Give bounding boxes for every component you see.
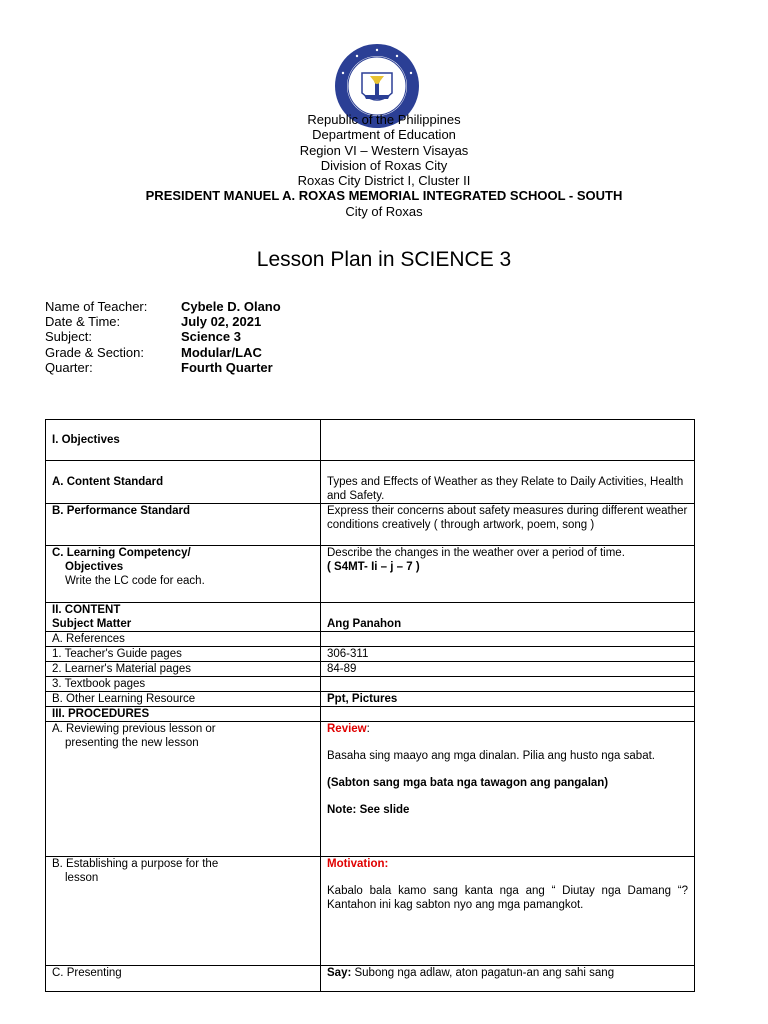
grade-value: Modular/LAC	[181, 344, 262, 360]
lesson-plan-table	[45, 419, 695, 992]
header-district: Roxas City District I, Cluster II	[297, 173, 471, 189]
teacher-info	[45, 299, 281, 375]
lc-code: ( S4MT- Ii – j – 7 )	[327, 561, 420, 573]
header-region: Region VI – Western Visayas	[299, 142, 469, 158]
quarter-label: Quarter:	[45, 359, 93, 375]
review-content	[321, 722, 695, 857]
content-header: II. CONTENT	[52, 604, 121, 616]
purpose-label-line1: B. Establishing a purpose for the	[52, 858, 219, 870]
learning-competency-label	[46, 546, 321, 603]
teachers-guide-value: 306-311	[321, 647, 695, 662]
date-label: Date & Time:	[45, 314, 121, 330]
date-value: July 02, 2021	[181, 314, 262, 330]
learners-material-value: 84-89	[321, 662, 695, 677]
procedures-empty	[321, 707, 695, 722]
textbook-label: 3. Textbook pages	[46, 677, 321, 692]
content-label	[46, 603, 321, 632]
subject-label: Subject:	[45, 329, 92, 345]
header-block	[0, 112, 768, 219]
review-label-line2: presenting the new lesson	[65, 737, 199, 749]
textbook-value	[321, 677, 695, 692]
presenting-content	[321, 966, 695, 992]
learners-material-label: 2. Learner's Material pages	[46, 662, 321, 677]
subject-value: Science 3	[181, 329, 241, 345]
teacher-value: Cybele D. Olano	[181, 299, 281, 314]
teachers-guide-label: 1. Teacher's Guide pages	[46, 647, 321, 662]
header-division: Division of Roxas City	[320, 157, 448, 173]
review-colon: :	[366, 723, 370, 735]
motivation-heading: Motivation:	[327, 858, 389, 870]
review-text: Basaha sing maayo ang mga dinalan. Pilia ang husto nga sabat.	[327, 750, 655, 762]
header-republic: Republic of the Philippines	[307, 112, 461, 127]
review-label-line1: A. Reviewing previous lesson or	[52, 723, 216, 735]
objectives-empty-cell	[321, 420, 695, 461]
performance-standard-value: Express their concerns about safety measures during different weather conditions creatively ( through artwork, poem, song )	[321, 504, 695, 546]
quarter-value: Fourth Quarter	[181, 359, 273, 375]
subject-matter-label: Subject Matter	[52, 618, 132, 630]
purpose-label-line2: lesson	[65, 872, 99, 884]
review-note: (Sabton sang mga bata nga tawagon ang pangalan)	[327, 777, 609, 789]
subject-matter-value: Ang Panahon	[321, 603, 695, 632]
say-label: Say:	[327, 967, 352, 979]
lc-line3: Write the LC code for each.	[65, 575, 205, 587]
motivation-text: Kabalo bala kamo sang kanta nga ang “ Diutay nga Damang “? Kantahon ini kag sabton nyo ang mga pamangkot.	[327, 885, 688, 911]
references-label: A. References	[46, 632, 321, 647]
review-label	[46, 722, 321, 857]
header-city: City of Roxas	[345, 203, 423, 219]
page-title: Lesson Plan in SCIENCE 3	[256, 248, 512, 271]
purpose-label	[46, 857, 321, 966]
teacher-label: Name of Teacher:	[45, 299, 148, 314]
objectives-header: I. Objectives	[46, 420, 321, 461]
lc-line1: C. Learning Competency/	[52, 547, 191, 559]
motivation-content	[321, 857, 695, 966]
review-slide-note: Note: See slide	[327, 804, 410, 816]
lc-line2: Objectives	[65, 561, 124, 573]
other-resource-value: Ppt, Pictures	[321, 692, 695, 707]
content-standard-value: Types and Effects of Weather as they Relate to Daily Activities, Health and Safety.	[321, 461, 695, 504]
header-department: Department of Education	[312, 127, 456, 143]
review-heading: Review	[327, 723, 367, 735]
other-resource-label: B. Other Learning Resource	[46, 692, 321, 707]
procedures-header: III. PROCEDURES	[46, 707, 321, 722]
performance-standard-label: B. Performance Standard	[46, 504, 321, 546]
presenting-label: C. Presenting	[46, 966, 321, 992]
content-standard-label: A. Content Standard	[46, 461, 321, 504]
grade-label: Grade & Section:	[45, 344, 144, 360]
lc-description: Describe the changes in the weather over a period of time.	[327, 547, 625, 559]
learning-competency-value	[321, 546, 695, 603]
header-school: PRESIDENT MANUEL A. ROXAS MEMORIAL INTEGRATED SCHOOL - SOUTH	[145, 188, 623, 204]
say-text: Subong nga adlaw, aton pagatun-an ang sahi sang	[351, 967, 615, 979]
references-empty	[321, 632, 695, 647]
